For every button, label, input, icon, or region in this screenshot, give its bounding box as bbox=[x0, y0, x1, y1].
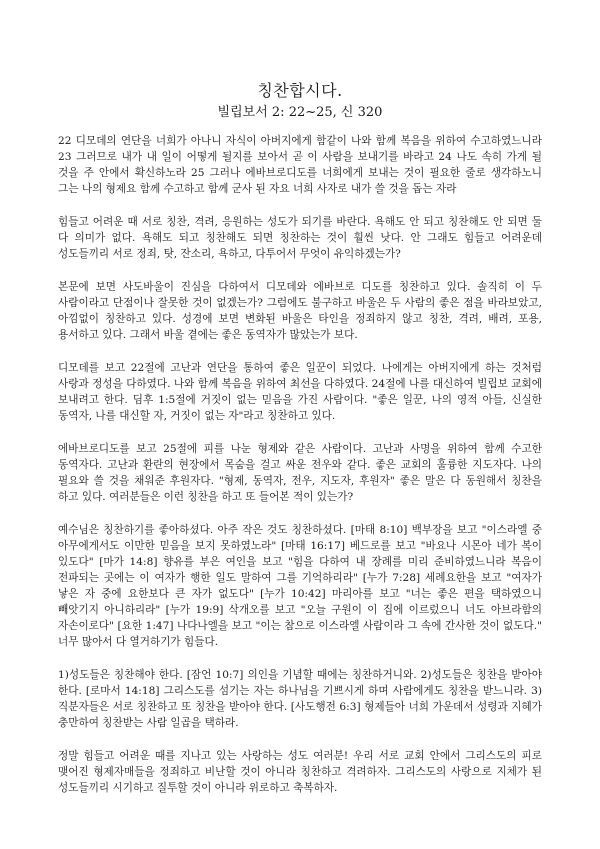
paragraph-scripture: 22 디모데의 연단을 너희가 아나니 자식이 아버지에게 함같이 나와 함께 복음을 위하여 수고하였느니라 23 그러므로 내가 내 일이 어떻게 될지를 보아서 곧 이 사람을 보내기를 바라고 24 나도 속히 가게 될 것을 주 안에서 확신하노라 25 그러나 에바브로디도를 너희에게 보내는 것이 필요한 줄로 생각하노니 그는 나의 형제요 함께 수고하고 함께 군사 된 자요 너희 사자로 내가 쓸 것을 돕는 자라 bbox=[58, 135, 542, 195]
document-body bbox=[58, 133, 542, 813]
paragraph-conclusion: 정말 힘들고 어려운 때를 지나고 있는 사랑하는 성도 여러분! 우리 서로 교회 안에서 그리스도의 피로 맺어진 형제자매들을 정죄하고 비난할 것이 아니라 칭찬하고 격려하자. 그리스도의 사랑으로 지체가 된 성도들끼리 시기하고 질투할 것이 아니라 위로하고 축복하자. bbox=[58, 750, 542, 794]
paragraph-jesus: 예수님은 칭찬하기를 좋아하셨다. 아주 작은 것도 칭찬하셨다. [마태 8:10] 백부장을 보고 "이스라엘 중 아무에게서도 이만한 믿음을 보지 못하였노라" [마태 16:17] 베드로를 보고 "바요나 시몬아 네가 복이 있도다" [마가 14:8] 향유를 부은 여인을 보고 "힘을 다하여 내 장례를 미리 준비하였느니라 복음이 전파되는 곳에는 이 여자가 행한 일도 말하여 그를 기억하리라" [누가 7:28] 세례요한을 보고 "여자가 낳은 자 중에 요한보다 큰 자가 없도다" [누가 10:42] 마리아를 보고 "너는 좋은 편을 택하였으니 빼앗기지 아니하리라" [누가 19:9] 삭개오를 보고 "오늘 구원이 이 집에 이르렀으니 너도 아브라함의 자손이로다" [요한 1:47] 나다나엘을 보고 "이는 참으로 이스라엘 사람이라 그 속에 간사한 것이 없도다." 너무 많아서 다 열거하기가 힘들다. bbox=[58, 524, 542, 648]
paragraph-points: 1)성도들은 칭찬해야 한다. [잠언 10:7] 의인을 기념할 때에는 칭찬하거니와. 2)성도들은 칭찬을 받아야 한다. [로마서 14:18] 그리스도를 섬기는 자는 하나님을 기쁘시게 하며 사람에게도 칭찬을 받느니라. 3)직분자들은 서로 칭찬하고 또 칭찬을 받아야 한다. [사도행전 6:3] 형제들아 너희 가운데서 성령과 지혜가 충만하여 칭찬받는 사람 일곱을 택하라. bbox=[58, 669, 542, 729]
page-title: 칭찬합시다. bbox=[257, 81, 343, 100]
paragraph-paul: 본문에 보면 사도바울이 진심을 다하여서 디모데와 에바브로 디도를 칭찬하고 있다. 솔직히 이 두 사람이라고 단점이나 잘못한 것이 없겠는가? 그럼에도 불구하고 바울은 두 사람의 좋은 점을 바라보았고, 아낌없이 칭찬하고 있다. 성경에 보면 변화된 바울은 타인을 정죄하지 않고 칭찬, 격려, 배려, 포용, 용서하고 있다. 그래서 바울 곁에는 좋은 동역자가 많았는가 보다. bbox=[58, 281, 542, 341]
paragraph-timothy: 디모데를 보고 22절에 고난과 연단을 통하여 좋은 일꾼이 되었다. 나에게는 아버지에게 하는 것처럼 사랑과 정성을 다하였다. 나와 함께 복음을 위하여 최선을 다하였다. 24절에 나를 대신하여 빌립보 교회에 보내려고 한다. 딤후 1:5절에 거짓이 없는 믿음을 가진 사람이다. "좋은 일꾼, 나의 영적 아들, 신실한 동역자, 나를 대신할 자, 거짓이 없는 자"라고 칭찬하고 있다. bbox=[58, 362, 542, 422]
paragraph-intro: 힘들고 어려운 때 서로 칭찬, 격려, 응원하는 성도가 되기를 바란다. 욕해도 안 되고 칭찬해도 안 되면 둘 다 의미가 없다. 욕해도 되고 칭찬해도 되면 칭찬하는 것이 훨씬 낫다. 안 그래도 힘들고 어려운데 성도들끼리 서로 정죄, 탓, 잔소리, 욕하고, 다투어서 무엇이 유익하겠는가? bbox=[58, 216, 542, 260]
scripture-reference: 빌립보서 2: 22~25, 신 320 bbox=[217, 105, 383, 120]
paragraph-epaphroditus: 에바브로디도를 보고 25절에 피를 나눈 형제와 같은 사람이다. 고난과 사명을 위하여 함께 수고한 동역자다. 고난과 환란의 현장에서 목숨을 걸고 싸운 전우와 같다. 좋은 교회의 훌륭한 지도자다. 나의 필요와 쓸 것을 채워준 후원자다. "형제, 동역자, 전우, 지도자, 후원자" 좋은 말은 다 동원해서 칭찬을 하고 있다. 여러분들은 이런 칭찬을 하고 또 들어본 적이 있는가? bbox=[58, 443, 542, 503]
